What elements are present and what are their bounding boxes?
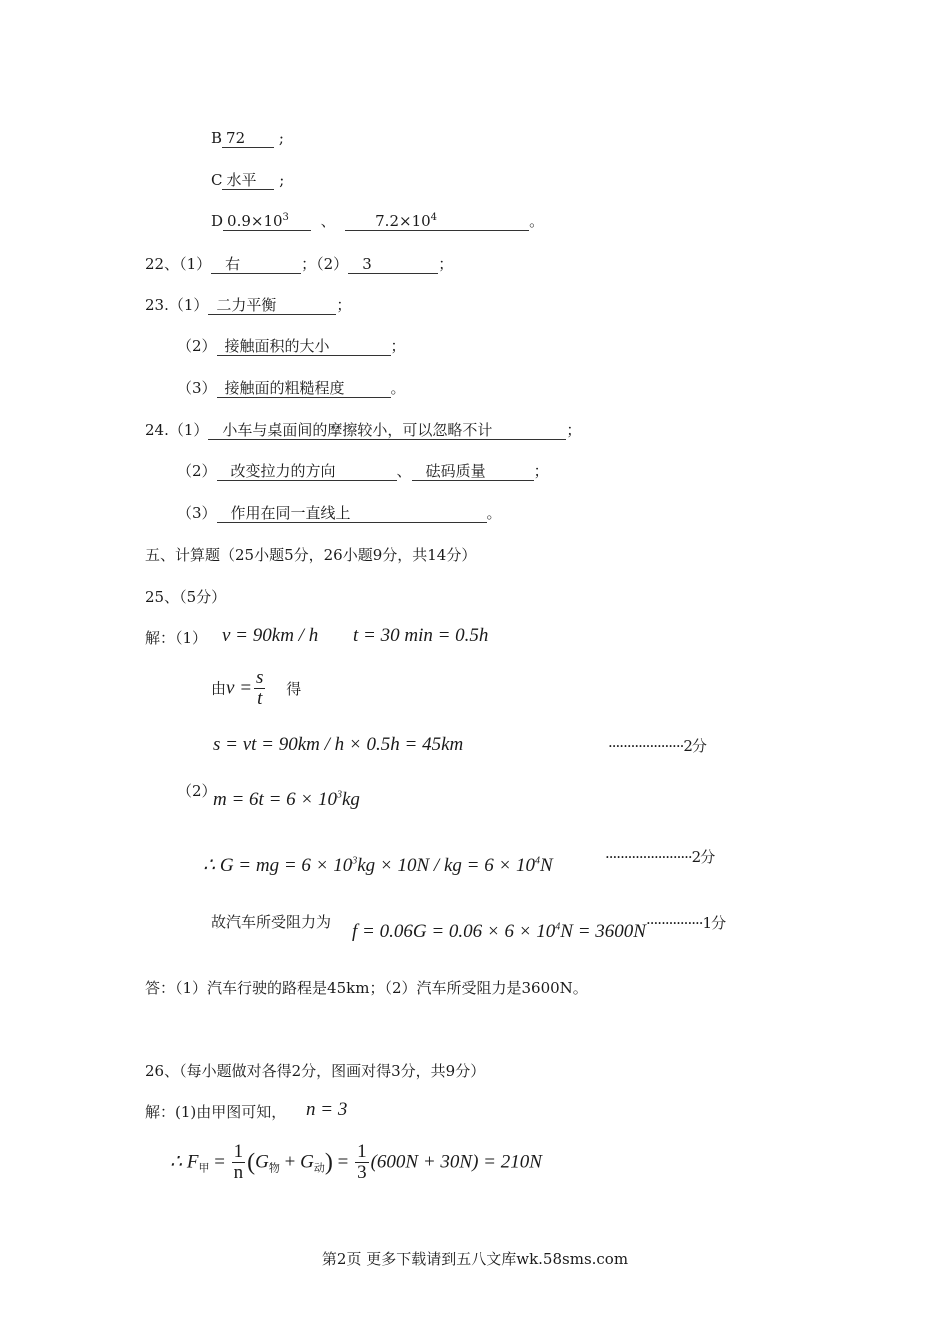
denominator: t [257, 688, 263, 709]
q25-gravity-eq [203, 856, 553, 876]
q25-formula-line [211, 668, 301, 709]
exponent: 4 [535, 855, 541, 867]
paren-close: ) [324, 1149, 333, 1176]
label: 解：（1） [145, 629, 208, 647]
equation: m = 6t = 6 × 10 [213, 789, 337, 810]
answer-blank: 砝码质量 [412, 462, 534, 481]
answer-blank: 0.9×10 [227, 212, 283, 230]
q25-answer: 答：（1）汽车行驶的路程是45km；（2）汽车所受阻力是3600N。 [145, 979, 588, 997]
equation: (600N + 30N) = 210N [370, 1151, 542, 1173]
answer-blank: 右 [211, 255, 301, 274]
equation: f = 0.06G = 0.06 × 6 × 10 [352, 921, 556, 942]
subscript: 甲 [198, 1162, 210, 1175]
answer-blank: 二力平衡 [208, 296, 336, 315]
exponent: 4 [430, 212, 438, 223]
answer-blank: 接触面的粗糙程度 [217, 379, 391, 398]
punct: 、 [320, 212, 336, 230]
equation: N = 3600N [560, 921, 646, 942]
question-23-3 [177, 378, 406, 398]
q26-solution-1: 解：(1)由甲图可知， [145, 1103, 287, 1121]
question-24-1 [145, 420, 581, 440]
equals: = [214, 1151, 225, 1173]
numerator: s [256, 667, 264, 688]
fraction [254, 668, 265, 709]
weight-symbol: G [300, 1151, 314, 1173]
answer-blank: 7.2×10 [375, 212, 431, 230]
q25-resistance-eq [352, 922, 646, 942]
equals: = [337, 1151, 349, 1173]
label: B [211, 129, 223, 147]
label: ；（2） [301, 255, 349, 273]
question-24-3 [177, 503, 502, 523]
q25-resistance-label: 故汽车所受阻力为 [211, 913, 332, 931]
answer-blank: 接触面积的大小 [217, 337, 391, 356]
q25-distance-eq: s = vt = 90km / h × 0.5h = 45km [213, 734, 464, 755]
punct: 。 [529, 212, 545, 230]
q25-solution-1 [145, 628, 207, 648]
label: 由 [211, 679, 227, 698]
subscript: 动 [313, 1162, 325, 1175]
punct: ； [566, 421, 582, 439]
question-26-heading: 26、（每小题做对各得2分，图画对得3分，共9分） [145, 1062, 486, 1080]
question-number: 24.（1） [145, 421, 209, 439]
q26-n-eq: n = 3 [306, 1099, 348, 1120]
fraction [232, 1142, 246, 1183]
points-marker: ····················2分 [608, 737, 706, 755]
q25-part-2-label: （2） [177, 782, 217, 800]
exponent: 3 [352, 855, 358, 867]
exponent: 3 [282, 212, 289, 223]
equation: kg × 10N / kg = 6 × 10 [357, 855, 536, 876]
equation: ∴ F [170, 1151, 199, 1173]
equation: ∴ G = mg = 6 × 10 [203, 855, 353, 876]
numerator: 1 [233, 1141, 244, 1162]
question-25-heading: 25、（5分） [145, 588, 227, 606]
velocity-formula: v = [226, 677, 253, 699]
exponent: 3 [336, 789, 342, 801]
label: （2） [177, 462, 217, 480]
answer-blank: 3 [348, 255, 438, 274]
answer-21-c [211, 170, 284, 190]
punct: ； [390, 337, 406, 355]
answer-21-b [211, 128, 284, 148]
label: （2） [177, 337, 217, 355]
answer-blank: 作用在同一直线上 [217, 504, 487, 523]
answer-blank: 小车与桌面间的摩擦较小，可以忽略不计 [208, 421, 566, 440]
unit: kg [341, 789, 360, 810]
answer-21-d [211, 211, 544, 231]
question-24-2 [177, 461, 549, 481]
question-23-1 [145, 295, 351, 315]
label: （3） [177, 379, 217, 397]
points-marker: ···············1分 [646, 914, 726, 932]
answer-blank: 72 [222, 129, 274, 148]
subscript: 物 [268, 1162, 280, 1175]
punct: ; [278, 129, 284, 147]
q25-mass-eq [213, 790, 360, 810]
denominator: n [233, 1162, 244, 1183]
punct: 。 [390, 379, 406, 397]
punct: 、 [396, 462, 412, 480]
label: D [211, 212, 224, 230]
plus: + [284, 1151, 296, 1173]
label: C [211, 171, 223, 189]
punct: ； [533, 462, 549, 480]
question-23-2 [177, 336, 406, 356]
section-heading: 五、计算题（25小题5分，26小题9分，共14分） [145, 546, 477, 564]
page-footer: 第2页 更多下载请到五八文库wk.58sms.com [321, 1250, 629, 1268]
question-22 [145, 254, 453, 274]
denominator: 3 [357, 1162, 367, 1183]
exponent: 4 [555, 921, 561, 933]
points-marker: ·······················2分 [605, 848, 715, 866]
label: 得 [286, 679, 302, 698]
answer-blank: 水平 [222, 171, 274, 190]
paren-open: ( [247, 1149, 256, 1176]
fraction [355, 1142, 369, 1183]
numerator: 1 [357, 1141, 367, 1162]
question-number: 22、（1） [145, 255, 212, 273]
punct: ； [336, 296, 352, 314]
q26-force-eq [170, 1142, 542, 1183]
punct: 。 [486, 504, 502, 522]
unit: N [540, 855, 553, 876]
punct: ; [279, 171, 285, 189]
question-number: 23.（1） [145, 296, 209, 314]
weight-symbol: G [255, 1151, 269, 1173]
answer-blank: 改变拉力的方向 [217, 462, 397, 481]
punct: ； [438, 255, 454, 273]
label: （3） [177, 504, 217, 522]
q25-time-eq: t = 30 min = 0.5h [353, 625, 489, 646]
q25-velocity-eq: v = 90km / h [222, 625, 319, 646]
